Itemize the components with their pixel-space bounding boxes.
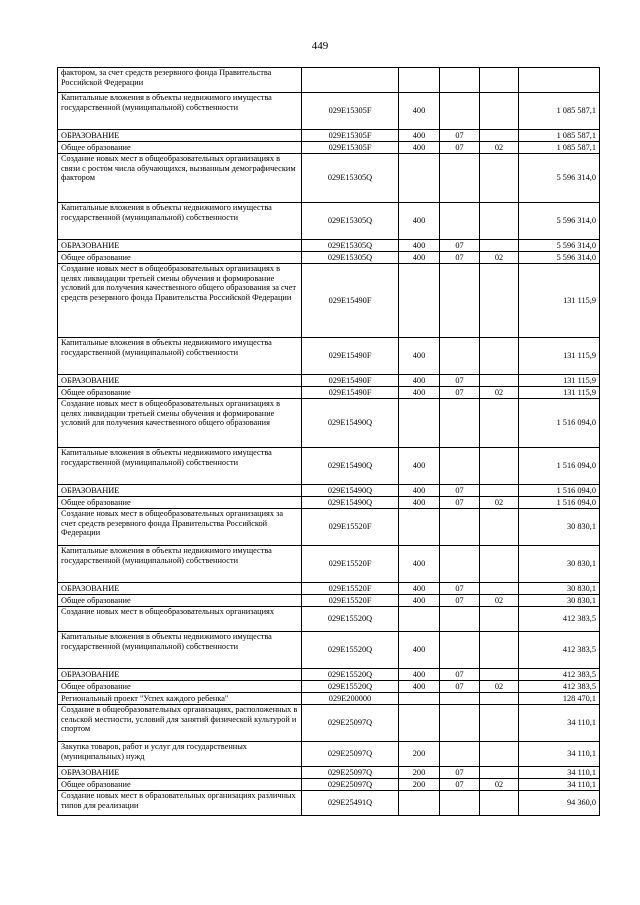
- row-subsection: [480, 399, 519, 448]
- row-target-code: 029E15490Q: [302, 399, 399, 448]
- table-row: [58, 681, 600, 693]
- row-target-code: 029E15305F: [302, 93, 399, 130]
- row-name: фактором, за счет средств резервного фонда Правительства Российской Федерации: [58, 68, 302, 93]
- row-target-code: 029E15490Q: [302, 497, 399, 509]
- row-section: 07: [440, 375, 480, 387]
- table-row: [58, 669, 600, 681]
- row-expense-type: 400: [399, 546, 440, 583]
- row-subsection: 02: [480, 252, 519, 264]
- row-subsection: 02: [480, 497, 519, 509]
- row-name: Создание новых мест в общеобразовательных организациях за счет средств резервного фонда Правительства Российской Федерации: [58, 509, 302, 546]
- row-subsection: [480, 705, 519, 742]
- row-section: 07: [440, 595, 480, 607]
- row-expense-type: 400: [399, 142, 440, 154]
- row-name: Капитальные вложения в объекты недвижимого имущества государственной (муниципальной) собственности: [58, 448, 302, 485]
- row-expense-type: 400: [399, 338, 440, 375]
- row-name: Общее образование: [58, 142, 302, 154]
- row-subsection: [480, 669, 519, 681]
- row-section: [440, 742, 480, 767]
- row-section: [440, 693, 480, 705]
- row-section: [440, 791, 480, 816]
- row-expense-type: 400: [399, 387, 440, 399]
- row-amount: 412 383,5: [519, 607, 600, 632]
- row-section: [440, 546, 480, 583]
- table-row: [58, 546, 600, 583]
- row-section: [440, 632, 480, 669]
- row-expense-type: 200: [399, 742, 440, 767]
- row-amount: 30 830,1: [519, 509, 600, 546]
- row-amount: 131 115,9: [519, 264, 600, 338]
- row-target-code: 029E15490F: [302, 387, 399, 399]
- row-section: [440, 93, 480, 130]
- row-amount: 131 115,9: [519, 338, 600, 375]
- table-row: [58, 448, 600, 485]
- row-expense-type: 200: [399, 779, 440, 791]
- row-target-code: 029E15490F: [302, 338, 399, 375]
- table-row: [58, 142, 600, 154]
- row-expense-type: 200: [399, 767, 440, 779]
- table-row: [58, 252, 600, 264]
- table-row: [58, 583, 600, 595]
- row-subsection: [480, 240, 519, 252]
- row-subsection: [480, 546, 519, 583]
- row-subsection: [480, 632, 519, 669]
- row-name: Общее образование: [58, 779, 302, 791]
- row-name: Капитальные вложения в объекты недвижимого имущества государственной (муниципальной) собственности: [58, 93, 302, 130]
- row-expense-type: 400: [399, 252, 440, 264]
- row-subsection: 02: [480, 779, 519, 791]
- row-expense-type: [399, 154, 440, 203]
- row-subsection: 02: [480, 681, 519, 693]
- table-row: [58, 632, 600, 669]
- row-expense-type: 400: [399, 497, 440, 509]
- row-amount: 131 115,9: [519, 387, 600, 399]
- row-name: ОБРАЗОВАНИЕ: [58, 240, 302, 252]
- row-amount: 5 596 314,0: [519, 203, 600, 240]
- row-subsection: [480, 791, 519, 816]
- row-amount: 1 516 094,0: [519, 485, 600, 497]
- row-target-code: 029E15490Q: [302, 485, 399, 497]
- row-amount: [519, 68, 600, 93]
- row-name: Общее образование: [58, 681, 302, 693]
- table-row: [58, 767, 600, 779]
- row-target-code: 029E15490Q: [302, 448, 399, 485]
- row-section: [440, 264, 480, 338]
- row-subsection: [480, 583, 519, 595]
- row-name: ОБРАЗОВАНИЕ: [58, 767, 302, 779]
- row-amount: 412 383,5: [519, 681, 600, 693]
- row-amount: 5 596 314,0: [519, 240, 600, 252]
- row-amount: 34 110,1: [519, 705, 600, 742]
- row-name: Создание новых мест в общеобразовательных организациях: [58, 607, 302, 632]
- row-section: [440, 338, 480, 375]
- row-name: ОБРАЗОВАНИЕ: [58, 130, 302, 142]
- row-section: 07: [440, 669, 480, 681]
- row-target-code: 029E15520F: [302, 595, 399, 607]
- table-row: [58, 742, 600, 767]
- table-row: [58, 607, 600, 632]
- row-expense-type: 400: [399, 669, 440, 681]
- row-subsection: [480, 767, 519, 779]
- row-section: 07: [440, 681, 480, 693]
- row-amount: 5 596 314,0: [519, 252, 600, 264]
- row-target-code: 029E15520Q: [302, 669, 399, 681]
- row-amount: 34 110,1: [519, 742, 600, 767]
- row-expense-type: [399, 264, 440, 338]
- budget-table-body: [58, 68, 600, 816]
- row-amount: 30 830,1: [519, 583, 600, 595]
- row-amount: 5 596 314,0: [519, 154, 600, 203]
- row-target-code: 029E15520Q: [302, 607, 399, 632]
- table-row: [58, 154, 600, 203]
- row-amount: 30 830,1: [519, 546, 600, 583]
- budget-table: [57, 67, 600, 816]
- row-amount: 131 115,9: [519, 375, 600, 387]
- row-name: Создание новых мест в общеобразовательных организациях в целях ликвидации третьей смены обучения и формирование условий для получения качественного общего образования за счет средств резервного фонда Правительства Российской Федерации: [58, 264, 302, 338]
- row-section: [440, 705, 480, 742]
- row-expense-type: 400: [399, 595, 440, 607]
- row-section: [440, 399, 480, 448]
- row-name: Капитальные вложения в объекты недвижимого имущества государственной (муниципальной) собственности: [58, 338, 302, 375]
- table-row: [58, 240, 600, 252]
- row-target-code: 029E15520Q: [302, 632, 399, 669]
- row-amount: 1 085 587,1: [519, 130, 600, 142]
- row-subsection: 02: [480, 595, 519, 607]
- row-subsection: [480, 448, 519, 485]
- row-target-code: 029E25097Q: [302, 779, 399, 791]
- row-section: 07: [440, 779, 480, 791]
- table-row: [58, 485, 600, 497]
- row-expense-type: [399, 68, 440, 93]
- row-subsection: [480, 485, 519, 497]
- row-amount: 1 516 094,0: [519, 497, 600, 509]
- row-name: Капитальные вложения в объекты недвижимого имущества государственной (муниципальной) собственности: [58, 203, 302, 240]
- row-section: 07: [440, 583, 480, 595]
- row-amount: 412 383,5: [519, 669, 600, 681]
- row-target-code: 029E25491Q: [302, 791, 399, 816]
- row-target-code: 029E15305Q: [302, 240, 399, 252]
- row-target-code: 029E15490F: [302, 375, 399, 387]
- row-target-code: 029E25097Q: [302, 742, 399, 767]
- row-name: Общее образование: [58, 595, 302, 607]
- row-expense-type: 400: [399, 448, 440, 485]
- table-row: [58, 399, 600, 448]
- row-target-code: 029E15305Q: [302, 252, 399, 264]
- row-expense-type: 400: [399, 375, 440, 387]
- row-expense-type: 400: [399, 93, 440, 130]
- row-expense-type: 400: [399, 681, 440, 693]
- row-expense-type: 400: [399, 240, 440, 252]
- row-name: Региональный проект "Успех каждого ребенка": [58, 693, 302, 705]
- row-section: 07: [440, 240, 480, 252]
- row-expense-type: [399, 705, 440, 742]
- row-name: Создание новых мест в общеобразовательных организациях в целях ликвидации третьей смены обучения и формирование условий для получения качественного общего образования: [58, 399, 302, 448]
- row-section: [440, 448, 480, 485]
- row-section: [440, 203, 480, 240]
- row-name: Общее образование: [58, 387, 302, 399]
- row-name: Капитальные вложения в объекты недвижимого имущества государственной (муниципальной) собственности: [58, 632, 302, 669]
- row-section: [440, 607, 480, 632]
- table-row: [58, 497, 600, 509]
- row-target-code: 029E15305F: [302, 142, 399, 154]
- row-subsection: [480, 693, 519, 705]
- table-row: [58, 130, 600, 142]
- row-expense-type: 400: [399, 632, 440, 669]
- row-expense-type: [399, 399, 440, 448]
- table-row: [58, 387, 600, 399]
- row-name: ОБРАЗОВАНИЕ: [58, 583, 302, 595]
- row-section: [440, 154, 480, 203]
- row-amount: 1 085 587,1: [519, 142, 600, 154]
- row-amount: 34 110,1: [519, 779, 600, 791]
- row-name: Создание новых мест в образовательных организациях различных типов для реализации: [58, 791, 302, 816]
- row-subsection: 02: [480, 142, 519, 154]
- row-target-code: [302, 68, 399, 93]
- row-section: 07: [440, 497, 480, 509]
- table-row: [58, 595, 600, 607]
- row-subsection: 02: [480, 387, 519, 399]
- row-expense-type: [399, 509, 440, 546]
- table-row: [58, 705, 600, 742]
- row-expense-type: [399, 693, 440, 705]
- row-subsection: [480, 203, 519, 240]
- row-section: [440, 68, 480, 93]
- row-name: Капитальные вложения в объекты недвижимого имущества государственной (муниципальной) собственности: [58, 546, 302, 583]
- row-target-code: 029E15490F: [302, 264, 399, 338]
- row-section: 07: [440, 252, 480, 264]
- row-target-code: 029E15305F: [302, 130, 399, 142]
- row-expense-type: 400: [399, 485, 440, 497]
- row-name: Закупка товаров, работ и услуг для государственных (муниципальных) нужд: [58, 742, 302, 767]
- row-subsection: [480, 93, 519, 130]
- row-amount: 1 516 094,0: [519, 448, 600, 485]
- row-name: Создание в общеобразовательных организациях, расположенных в сельской местности, условий для занятий физической культурой и спортом: [58, 705, 302, 742]
- row-amount: 34 110,1: [519, 767, 600, 779]
- table-row: [58, 509, 600, 546]
- table-row: [58, 203, 600, 240]
- row-name: ОБРАЗОВАНИЕ: [58, 485, 302, 497]
- row-section: 07: [440, 387, 480, 399]
- row-section: 07: [440, 767, 480, 779]
- row-subsection: [480, 607, 519, 632]
- row-subsection: [480, 338, 519, 375]
- row-expense-type: 400: [399, 583, 440, 595]
- row-subsection: [480, 742, 519, 767]
- row-target-code: 029E15305Q: [302, 154, 399, 203]
- row-amount: 1 085 587,1: [519, 93, 600, 130]
- row-amount: 128 470,1: [519, 693, 600, 705]
- page-number: 449: [311, 40, 329, 52]
- table-row: [58, 791, 600, 816]
- row-subsection: [480, 154, 519, 203]
- row-subsection: [480, 68, 519, 93]
- table-row: [58, 779, 600, 791]
- row-section: 07: [440, 485, 480, 497]
- row-name: Создание новых мест в общеобразовательных организациях в связи с ростом числа обучающихся, вызванным демографическим фактором: [58, 154, 302, 203]
- row-target-code: 029E25097Q: [302, 767, 399, 779]
- row-section: 07: [440, 142, 480, 154]
- row-amount: 1 516 094,0: [519, 399, 600, 448]
- row-target-code: 029E15305Q: [302, 203, 399, 240]
- row-target-code: 029E15520F: [302, 546, 399, 583]
- row-subsection: [480, 264, 519, 338]
- row-target-code: 029E15520F: [302, 509, 399, 546]
- row-name: Общее образование: [58, 497, 302, 509]
- row-name: ОБРАЗОВАНИЕ: [58, 375, 302, 387]
- row-name: Общее образование: [58, 252, 302, 264]
- row-amount: 94 360,0: [519, 791, 600, 816]
- row-target-code: 029E15520F: [302, 583, 399, 595]
- row-target-code: 029E200000: [302, 693, 399, 705]
- table-row: [58, 68, 600, 93]
- row-amount: 30 830,1: [519, 595, 600, 607]
- row-subsection: [480, 130, 519, 142]
- row-name: ОБРАЗОВАНИЕ: [58, 669, 302, 681]
- table-row: [58, 264, 600, 338]
- row-target-code: 029E25097Q: [302, 705, 399, 742]
- row-amount: 412 383,5: [519, 632, 600, 669]
- table-row: [58, 338, 600, 375]
- row-expense-type: [399, 791, 440, 816]
- row-expense-type: 400: [399, 130, 440, 142]
- table-row: [58, 375, 600, 387]
- table-row: [58, 93, 600, 130]
- row-expense-type: [399, 607, 440, 632]
- table-row: [58, 693, 600, 705]
- row-target-code: 029E15520Q: [302, 681, 399, 693]
- row-subsection: [480, 375, 519, 387]
- row-expense-type: 400: [399, 203, 440, 240]
- row-section: 07: [440, 130, 480, 142]
- row-subsection: [480, 509, 519, 546]
- row-section: [440, 509, 480, 546]
